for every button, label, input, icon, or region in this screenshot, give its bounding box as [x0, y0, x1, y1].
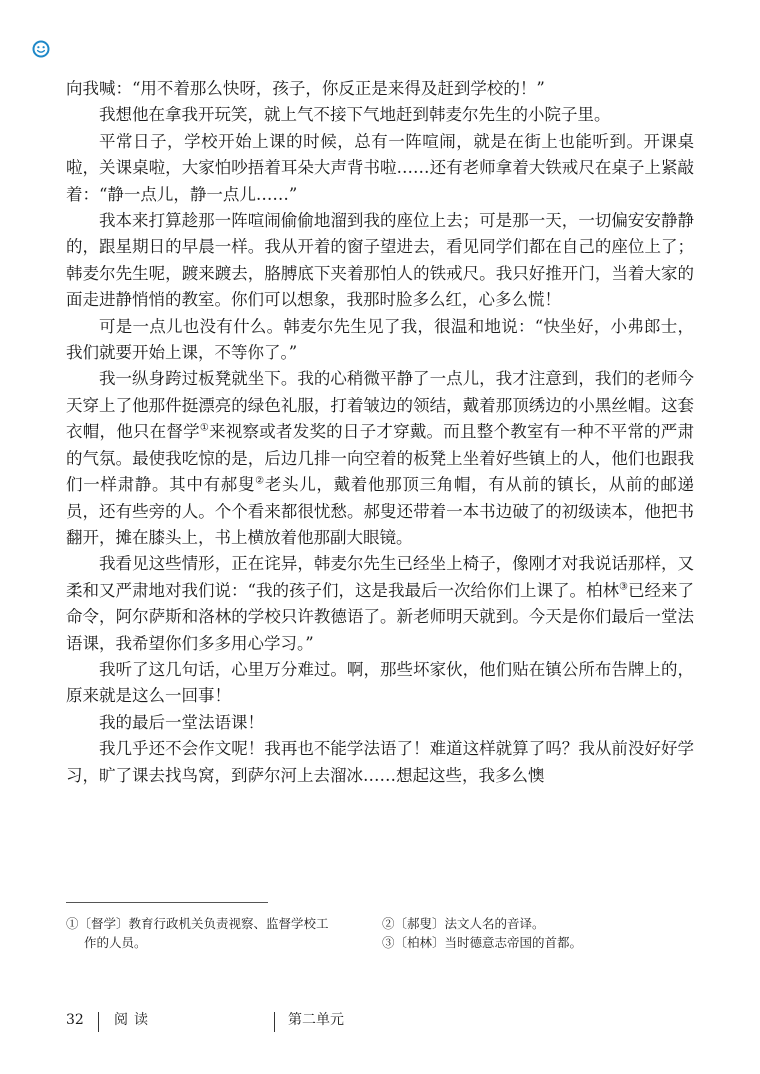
- text-run: 已经来了命令，阿尔萨斯和洛林的学校只许教德语了。新老师明天就到。今天是你们最后一堂法语课，我希望你们多多用心学习。”: [66, 580, 695, 653]
- paragraph: 我的最后一堂法语课！: [99, 712, 264, 732]
- footer-divider: [98, 1012, 99, 1032]
- text-run: 我看见这些情形，正在诧异，韩麦尔先生已经坐上椅子，像刚才对我说话那样，又柔和又严肃地对我们说：“我的孩子们，这是我最后一次给你们上课了。柏林: [66, 554, 694, 600]
- page-number: 32: [66, 1012, 84, 1028]
- footnote-divider: [66, 902, 268, 903]
- footnote-marker[interactable]: ③: [619, 581, 628, 593]
- footnote-number: ③: [382, 935, 395, 950]
- footnote-text: 〔督学〕教育行政机关负责视察、监督学校工: [78, 916, 329, 931]
- text-run: 我一纵身跨过板凳就坐下。我的心稍微平静了一点儿，我才注意到，我们的老师今天穿上了他那件挺漂亮的绿色礼服，打着皱边的领结，戴着那顶绣边的小黑丝帽。这套衣帽，他只在督学: [66, 369, 694, 442]
- page-footer: [66, 1010, 666, 1034]
- footnote-number: ①: [66, 916, 79, 931]
- footer-divider: [274, 1012, 275, 1032]
- footnote-column-left: [66, 914, 358, 952]
- paragraph: 我想他在拿我开玩笑，就上气不接下气地赶到韩麦尔先生的小院子里。: [99, 105, 611, 125]
- footnote-text-continued: 作的人员。: [84, 935, 147, 950]
- footnote-marker[interactable]: ①: [199, 422, 210, 434]
- footnote-text: 〔柏林〕当时德意志帝国的首都。: [394, 935, 583, 950]
- footnote-number: ②: [382, 916, 395, 931]
- paragraph: 我听了这几句话，心里万分难过。啊，那些坏家伙，他们贴在镇公所布告牌上的，原来就是这么一回事！: [66, 659, 694, 706]
- text-run: 来视察或者发奖的日子才穿戴。而且整个教室有一种不平常的严肃的气氛。最使我吃惊的是，后边几排一向空着的板凳上坐着好些镇上的人，他们也跟我们一样肃静。其中有郝叟: [66, 422, 695, 495]
- paragraph: 我几乎还不会作文呢！我再也不能学法语了！难道这样就算了吗？我从前没好好学习，旷了课去找鸟窝，到萨尔河上去溜冰……想起这些，我多么懊: [66, 739, 694, 785]
- footnote-column-right: [382, 914, 694, 952]
- paragraph: [66, 551, 694, 657]
- footnote-3: [382, 933, 694, 952]
- smiley-icon: [32, 40, 50, 58]
- footnote-text: 〔郝叟〕法文人名的音译。: [394, 916, 545, 931]
- paragraph: 平常日子，学校开始上课的时候，总有一阵喧闹，就是在街上也能听到。开课桌啦，关课桌啦，大家怕吵捂着耳朵大声背书啦……还有老师拿着大铁戒尺在桌子上紧敲着：“静一点儿，静一点儿……”: [66, 131, 694, 204]
- unit-title: 第二单元: [288, 1012, 344, 1028]
- article-body: [66, 76, 694, 789]
- footnote-2: [382, 914, 694, 933]
- paragraph: 向我喊：“用不着那么快呀，孩子，你反正是来得及赶到学校的！”: [66, 79, 545, 98]
- section-title: 阅读: [114, 1012, 154, 1028]
- footnote-1: [66, 914, 358, 952]
- paragraph: [66, 366, 694, 551]
- paragraph: 可是一点儿也没有什么。韩麦尔先生见了我，很温和地说：“快坐好，小弗郎士，我们就要开始上课，不等你了。”: [66, 316, 694, 363]
- footnote-marker[interactable]: ②: [255, 475, 265, 487]
- paragraph: 我本来打算趁那一阵喧闹偷偷地溜到我的座位上去；可是那一天，一切偏安安静静的，跟星期日的早晨一样。我从开着的窗子望进去，看见同学们都在自己的座位上了；韩麦尔先生呢，踱来踱去，胳膊底下夹着那怕人的铁戒尺。我只好推开门，当着大家的面走进静悄悄的教室。你们可以想象，我那时脸多么红，心多么慌！: [66, 211, 694, 310]
- text-run: 老头儿，戴着他那顶三角帽，有从前的镇长，从前的邮递员，还有些旁的人。个个看来都很忧愁。郝叟还带着一本书边破了的初级读本，他把书翻开，摊在膝头上，书上横放着他那副大眼镜。: [66, 475, 695, 547]
